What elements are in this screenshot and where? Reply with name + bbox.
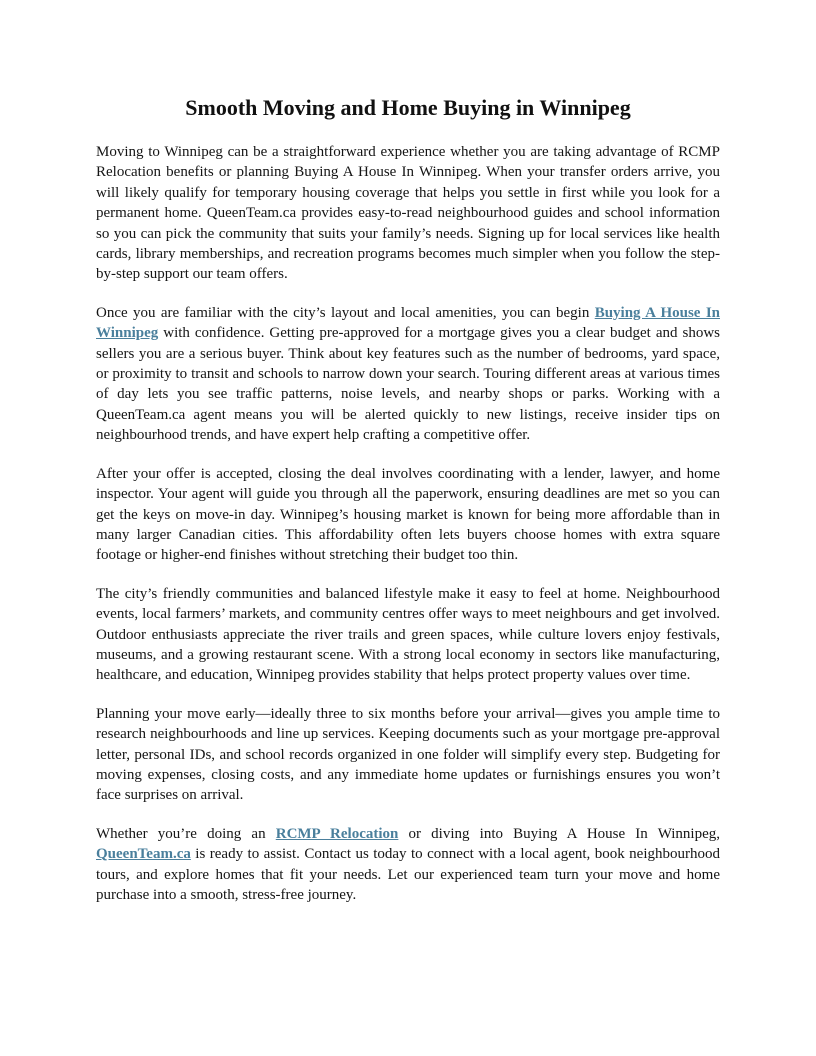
paragraph-planning: Planning your move early—ideally three to six months before your arrival—gives you ample time to research neighbourhoods and line up services. Keeping documents such as your mortgage pre-approval letter, personal IDs, and school records organized in one folder will simplify every step. Budgeting for moving expenses, closing costs, and any immediate home updates or furnishings ensures you won’t face surprises on arrival. [96,705,720,804]
paragraph-intro: Moving to Winnipeg can be a straightforward experience whether you are taking advantage of RCMP Relocation benefits or planning Buying A House In Winnipeg. When your transfer orders arrive, you will likely qualify for temporary housing coverage that helps you settle in first while you look for a permanent home. QueenTeam.ca provides easy-to-read neighbourhood guides and school information so you can pick the community that suits your family’s needs. Signing up for local services like health cards, library memberships, and recreation programs becomes much simpler when you follow the step-by-step support our team offers. [96,144,720,283]
paragraph-buying-text-start: Once you are familiar with the city’s layout and local amenities, you can begin [96,304,595,321]
rcmp-relocation-link[interactable]: RCMP Relocation [275,825,399,842]
queenteam-link[interactable]: QueenTeam.ca [96,846,191,863]
paragraph-lifestyle: The city’s friendly communities and balanced lifestyle make it easy to feel at home. Neighbourhood events, local farmers’ markets, and community centres offer ways to meet neighbours and get involved. Outdoor enthusiasts appreciate the river trails and green spaces, while culture lovers enjoy festivals, museums, and a growing restaurant scene. With a strong local economy in sectors like manufacturing, healthcare, and education, Winnipeg provides stability that helps protect property values over time. [96,585,720,684]
paragraph-contact-text-end: is ready to assist. Contact us today to connect with a local agent, book neighbourhood tours, and explore homes that fit your needs. Let our experienced team turn your move and home purchase into a smooth, stress-free journey. [96,846,720,903]
paragraph-buying-text-end: with confidence. Getting pre-approved for a mortgage gives you a clear budget and shows sellers you are a serious buyer. Think about key features such as the number of bedrooms, yard space, or proximity to transit and schools to narrow down your search. Touring different areas at various times of day lets you see traffic patterns, noise levels, and nearby shops or parks. Working with a QueenTeam.ca agent means you will be alerted quickly to new listings, receive insider tips on neighbourhood trends, and have expert help crafting a competitive offer. [96,325,720,444]
buying-a-house-link[interactable]: Buying A House In Winnipeg [96,304,720,342]
paragraph-contact [96,824,720,906]
paragraph-contact-text-middle: or diving into Buying A House In Winnipeg, [398,825,720,842]
document-page [96,94,720,923]
paragraph-closing: After your offer is accepted, closing the deal involves coordinating with a lender, lawyer, and home inspector. Your agent will guide you through all the paperwork, ensuring deadlines are met so you can get the keys on move-in day. Winnipeg’s housing market is known for being more affordable than in many larger Canadian cities. This affordability often lets buyers choose homes with extra square footage or higher-end finishes without stretching their budget too thin. [96,465,720,564]
page-title: Smooth Moving and Home Buying in Winnipeg [185,95,631,120]
paragraph-buying [96,303,720,446]
paragraph-contact-text-start: Whether you’re doing an [96,825,276,842]
